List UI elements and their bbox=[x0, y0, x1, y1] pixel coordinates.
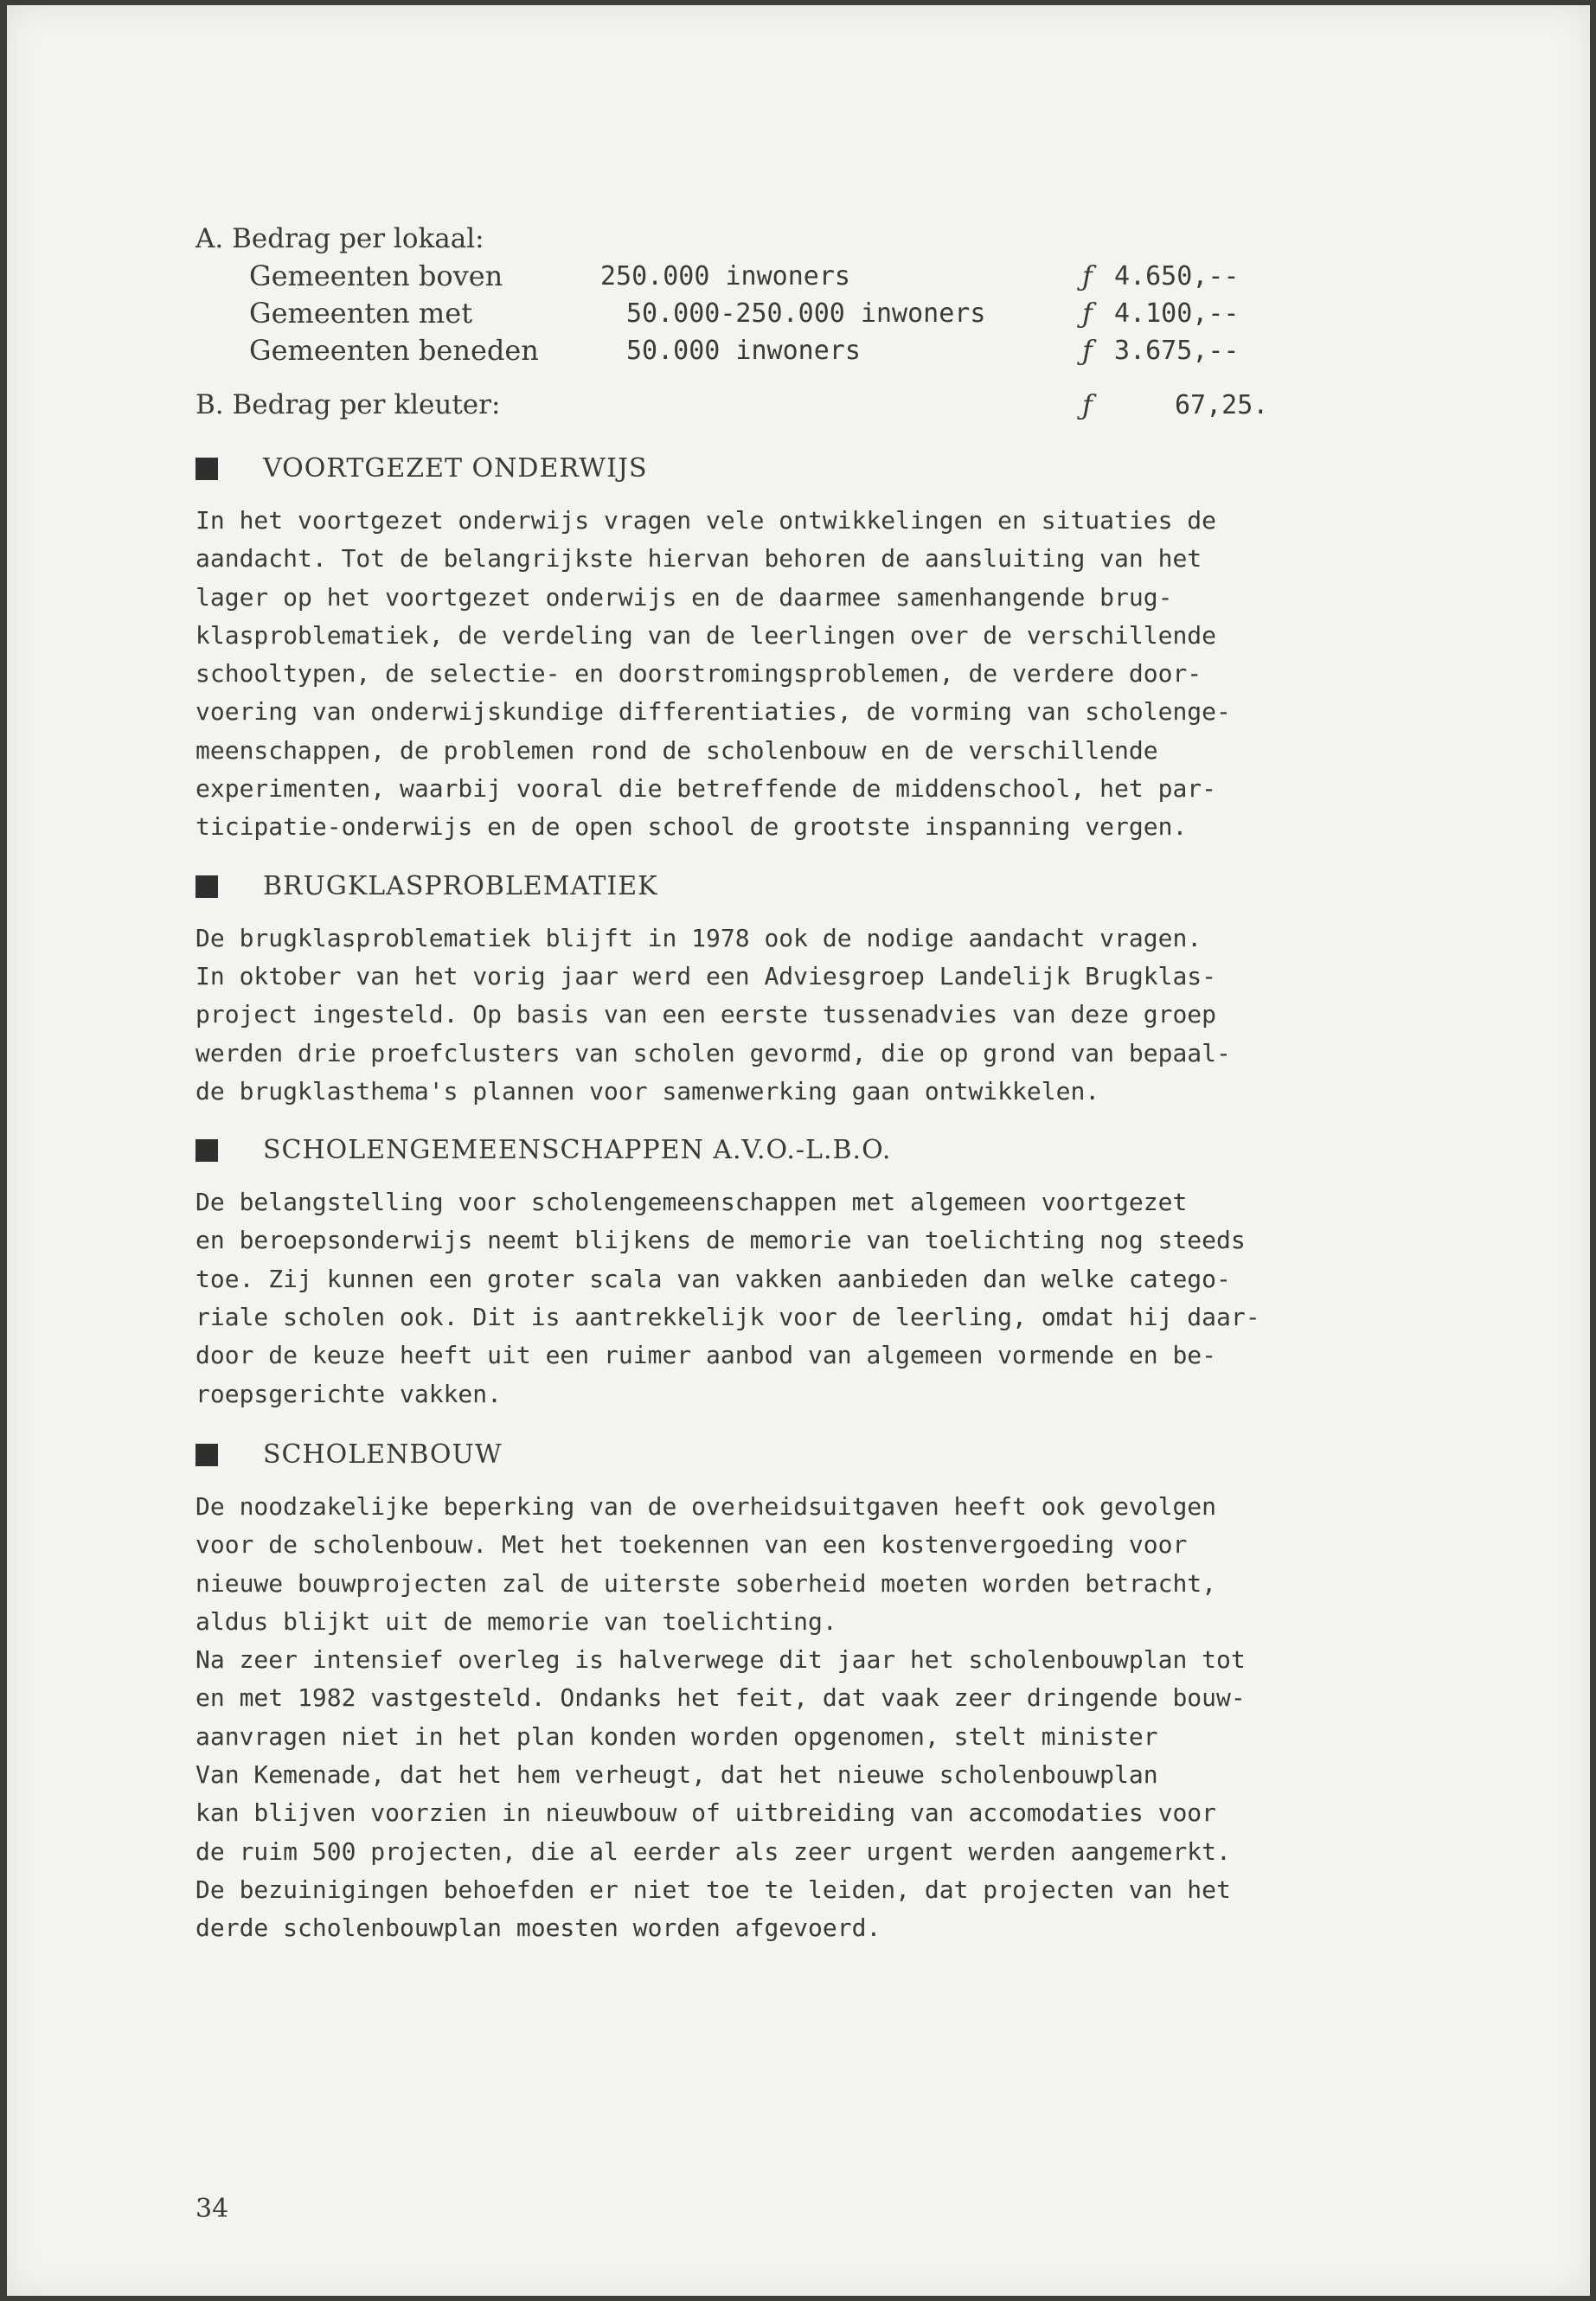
text-line: riale scholen ook. Dit is aantrekkelijk voor de leerling, omdat hij daar- bbox=[195, 1303, 1260, 1332]
table-row bbox=[195, 332, 1467, 369]
section-heading bbox=[195, 1131, 1467, 1170]
row-group: Gemeenten boven bbox=[249, 260, 503, 292]
paragraph bbox=[195, 1183, 1467, 1413]
text-line: In oktober van het vorig jaar werd een Adviesgroep Landelijk Brugklas- bbox=[195, 961, 1217, 990]
heading-text: BRUGKLASPROBLEMATIEK bbox=[263, 870, 658, 901]
text-line: en met 1982 vastgesteld. Ondanks het feit, dat vaak zeer dringende bouw- bbox=[195, 1683, 1246, 1713]
text-line: aanvragen niet in het plan konden worden opgenomen, stelt minister bbox=[195, 1721, 1158, 1751]
text-line: voering van onderwijskundige differentiaties, de vorming van scholenge- bbox=[195, 697, 1231, 727]
heading-text: SCHOLENBOUW bbox=[263, 1439, 503, 1470]
text-line: en beroepsonderwijs neemt blijkens de memorie van toelichting nog steeds bbox=[195, 1226, 1246, 1255]
section-b bbox=[195, 387, 1467, 424]
text-line: door de keuze heeft uit een ruimer aanbod van algemeen vormende en be- bbox=[195, 1341, 1217, 1370]
currency-symbol: ƒ bbox=[1082, 260, 1093, 292]
page-content bbox=[195, 220, 1467, 1948]
text-line: nieuwe bouwprojecten zal de uiterste soberheid moeten worden betracht, bbox=[195, 1568, 1217, 1598]
section-heading bbox=[195, 868, 1467, 906]
currency-symbol: ƒ bbox=[1082, 334, 1093, 367]
text-line: aandacht. Tot de belangrijkste hiervan behoren de aansluiting van het bbox=[195, 544, 1202, 574]
text-line: derde scholenbouwplan moesten worden afgevoerd. bbox=[195, 1913, 881, 1943]
text-line: experimenten, waarbij vooral die betreffende de middenschool, het par- bbox=[195, 774, 1217, 804]
currency-symbol: ƒ bbox=[1082, 388, 1093, 421]
text-line: De bezuinigingen behoefden er niet toe te leiden, dat projecten van het bbox=[195, 1875, 1231, 1904]
text-line: klasproblematiek, de verdeling van de leerlingen over de verschillende bbox=[195, 620, 1217, 650]
text-line: kan blijven voorzien in nieuwbouw of uitbreiding van accomodaties voor bbox=[195, 1798, 1217, 1828]
section-b-amount: 67,25. bbox=[1175, 390, 1269, 420]
text-line: project ingesteld. Op basis van een eerste tussenadvies van deze groep bbox=[195, 1000, 1217, 1029]
text-line: schooltypen, de selectie- en doorstromingsproblemen, de verdere door- bbox=[195, 659, 1202, 689]
paragraph bbox=[195, 1488, 1467, 1948]
text-line: de brugklasthema's plannen voor samenwerking gaan ontwikkelen. bbox=[195, 1076, 1100, 1106]
text-line: Na zeer intensief overleg is halverwege dit jaar het scholenbouwplan tot bbox=[195, 1645, 1246, 1675]
text-line: aldus blijkt uit de memorie van toelichting. bbox=[195, 1606, 837, 1636]
text-line: roepsgerichte vakken. bbox=[195, 1379, 503, 1408]
text-line: De belangstelling voor scholengemeenschappen met algemeen voortgezet bbox=[195, 1188, 1188, 1217]
row-group: Gemeenten beneden bbox=[249, 334, 539, 367]
text-line: In het voortgezet onderwijs vragen vele ontwikkelingen en situaties de bbox=[195, 506, 1217, 535]
square-bullet-icon bbox=[195, 875, 218, 898]
square-bullet-icon bbox=[195, 1139, 218, 1162]
text-line: voor de scholenbouw. Met het toekennen van een kostenvergoeding voor bbox=[195, 1530, 1188, 1560]
section-a-label: A. Bedrag per lokaal: bbox=[195, 223, 484, 254]
currency-symbol: ƒ bbox=[1082, 297, 1093, 330]
row-amount: 4.650,-- bbox=[1114, 261, 1240, 292]
section-a-table bbox=[195, 258, 1467, 369]
text-line: De brugklasproblematiek blijft in 1978 ook de nodige aandacht vragen. bbox=[195, 923, 1202, 952]
paragraph bbox=[195, 502, 1467, 847]
row-group: Gemeenten met bbox=[249, 297, 473, 330]
square-bullet-icon bbox=[195, 458, 218, 480]
text-line: meenschappen, de problemen rond de scholenbouw en de verschillende bbox=[195, 735, 1158, 765]
heading-text: VOORTGEZET ONDERWIJS bbox=[263, 453, 648, 484]
table-row bbox=[195, 258, 1467, 295]
row-range: 250.000 inwoners bbox=[600, 261, 850, 292]
text-line: Van Kemenade, dat het hem verheugt, dat het nieuwe scholenbouwplan bbox=[195, 1760, 1158, 1790]
heading-text: SCHOLENGEMEENSCHAPPEN A.V.O.-L.B.O. bbox=[263, 1135, 892, 1166]
section-heading bbox=[195, 1436, 1467, 1474]
text-line: ticipatie-onderwijs en de open school de grootste inspanning vergen. bbox=[195, 812, 1188, 842]
section-heading bbox=[195, 450, 1467, 488]
row-range: 50.000-250.000 inwoners bbox=[626, 298, 986, 329]
text-line: lager op het voortgezet onderwijs en de daarmee samenhangende brug- bbox=[195, 582, 1173, 612]
paragraph bbox=[195, 920, 1467, 1111]
square-bullet-icon bbox=[195, 1444, 218, 1466]
text-line: toe. Zij kunnen een groter scala van vakken aanbieden dan welke catego- bbox=[195, 1264, 1231, 1293]
row-amount: 3.675,-- bbox=[1114, 336, 1240, 366]
text-line: werden drie proefclusters van scholen gevormd, die op grond van bepaal- bbox=[195, 1038, 1231, 1067]
text-line: de ruim 500 projecten, die al eerder als zeer urgent werden aangemerkt. bbox=[195, 1836, 1231, 1866]
row-amount: 4.100,-- bbox=[1114, 298, 1240, 329]
page-number: 34 bbox=[195, 2194, 229, 2224]
section-b-label: B. Bedrag per kleuter: bbox=[195, 389, 501, 420]
row-range: 50.000 inwoners bbox=[626, 336, 861, 366]
table-row bbox=[195, 295, 1467, 332]
text-line: De noodzakelijke beperking van de overheidsuitgaven heeft ook gevolgen bbox=[195, 1491, 1217, 1521]
document-page bbox=[7, 5, 1590, 2296]
